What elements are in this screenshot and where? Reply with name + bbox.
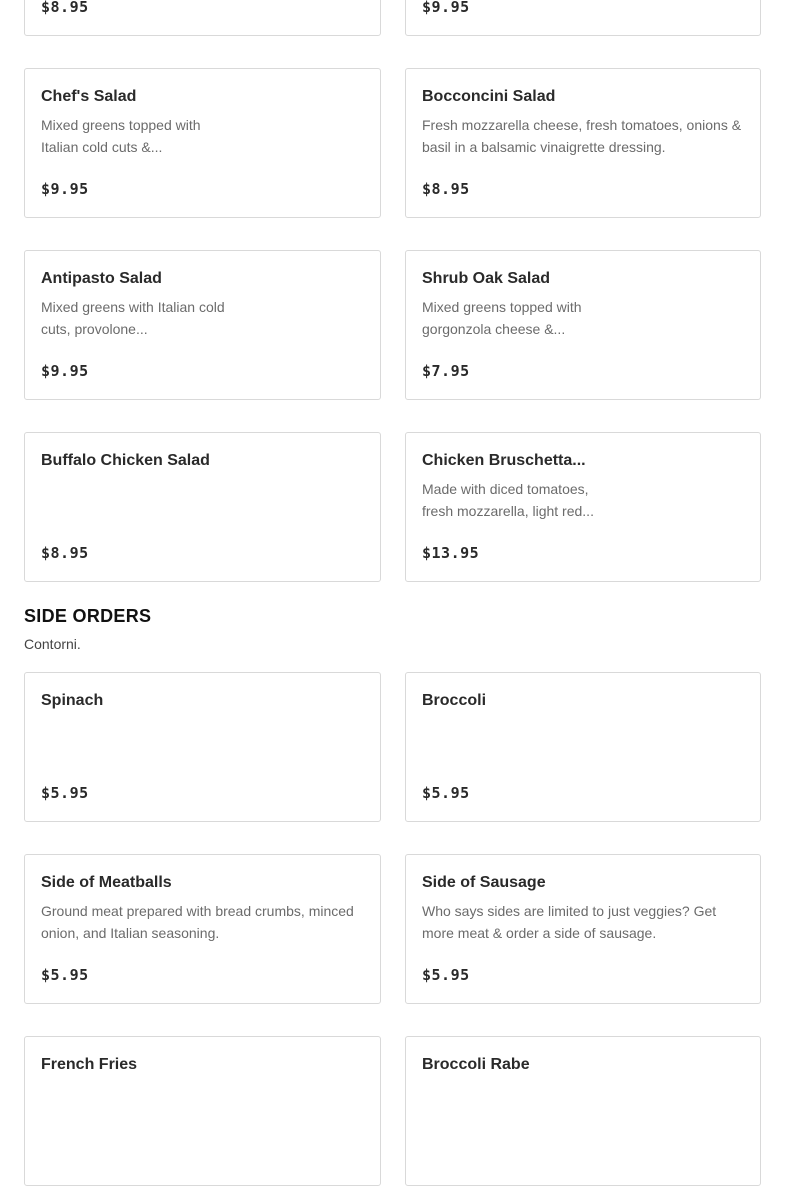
menu-item-card[interactable] xyxy=(24,0,381,36)
item-description: Mixed greens topped with gorgonzola cheese &... xyxy=(422,299,582,337)
menu-item-broccoli[interactable] xyxy=(405,672,761,822)
item-description: Who says sides are limited to just veggies? Get more meat & order a side of sausage. xyxy=(422,903,717,941)
item-description: Made with diced tomatoes, fresh mozzarella, light red... xyxy=(422,481,594,519)
section-title: SIDE ORDERS xyxy=(24,606,152,626)
item-price: $7.95 xyxy=(422,362,470,380)
item-name: Antipasto Salad xyxy=(41,270,162,287)
menu-item-shrub-oak-salad[interactable] xyxy=(405,250,761,400)
item-name: Chicken Bruschetta... xyxy=(422,452,586,469)
item-description: Fresh mozzarella cheese, fresh tomatoes, onions & basil in a balsamic vinaigrette dressing. xyxy=(422,117,742,155)
item-name: Broccoli Rabe xyxy=(422,1056,530,1073)
menu-item-side-of-sausage[interactable] xyxy=(405,854,761,1004)
item-description: Mixed greens with Italian cold cuts, provolone... xyxy=(41,299,225,337)
item-price: $9.95 xyxy=(41,362,89,380)
item-price: $5.95 xyxy=(41,966,89,984)
item-name: French Fries xyxy=(41,1056,138,1073)
menu-item-card[interactable] xyxy=(405,0,761,36)
menu-item-antipasto-salad[interactable] xyxy=(24,250,381,400)
item-name: Side of Meatballs xyxy=(41,874,172,891)
menu-item-french-fries[interactable] xyxy=(24,1036,381,1186)
item-description: Ground meat prepared with bread crumbs, minced onion, and Italian seasoning. xyxy=(41,903,354,941)
item-price: $8.95 xyxy=(41,544,89,562)
item-price: $9.95 xyxy=(41,180,89,198)
menu-item-chicken-bruschetta[interactable] xyxy=(405,432,761,582)
item-description: Mixed greens topped with Italian cold cuts &... xyxy=(41,117,201,155)
item-name: Broccoli xyxy=(422,692,487,709)
item-price: $13.95 xyxy=(422,544,480,562)
item-price: $8.95 xyxy=(422,180,470,198)
section-subtitle: Contorni. xyxy=(24,636,81,652)
item-price: $5.95 xyxy=(422,966,470,984)
item-name: Spinach xyxy=(41,692,104,709)
menu-item-side-of-meatballs[interactable] xyxy=(24,854,381,1004)
menu-item-chefs-salad[interactable] xyxy=(24,68,381,218)
item-name: Chef's Salad xyxy=(41,88,137,105)
menu-item-buffalo-chicken-salad[interactable] xyxy=(24,432,381,582)
item-name: Bocconcini Salad xyxy=(422,88,556,105)
item-price: $5.95 xyxy=(422,784,470,802)
item-price: $5.95 xyxy=(41,784,89,802)
item-name: Buffalo Chicken Salad xyxy=(41,452,210,469)
item-price: $9.95 xyxy=(422,0,470,16)
item-price: $8.95 xyxy=(41,0,89,16)
menu-item-bocconcini-salad[interactable] xyxy=(405,68,761,218)
item-name: Side of Sausage xyxy=(422,874,546,891)
menu-item-spinach[interactable] xyxy=(24,672,381,822)
menu-item-broccoli-rabe[interactable] xyxy=(405,1036,761,1186)
item-name: Shrub Oak Salad xyxy=(422,270,551,287)
